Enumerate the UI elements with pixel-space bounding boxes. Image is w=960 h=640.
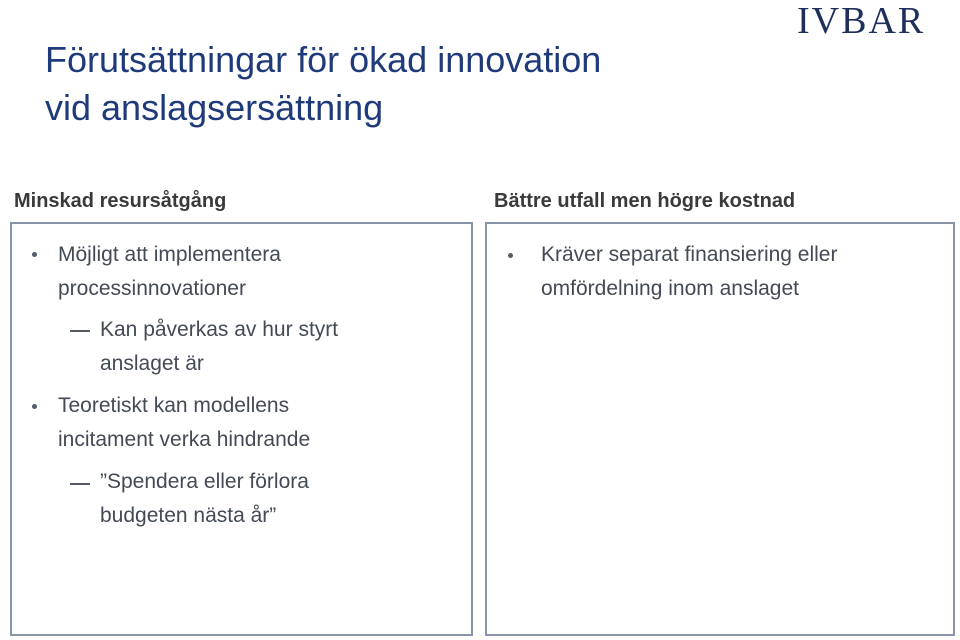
right-item-1-line-2: omfördelning inom anslaget [541, 277, 799, 300]
left-item-1 [58, 238, 281, 306]
title-line-2: vid anslagsersättning [45, 87, 384, 128]
right-item-1-line-1: Kräver separat finansiering eller [541, 243, 838, 266]
dash-icon [70, 483, 90, 485]
left-item-2-line-1: Teoretiskt kan modellens [58, 394, 290, 417]
left-column-heading: Minskad resursåtgång [14, 190, 227, 212]
right-item-1 [541, 238, 837, 306]
left-subitem-1 [100, 313, 338, 381]
bullet-icon [32, 252, 37, 257]
ivbar-logo: IVBAR [797, 0, 926, 42]
bullet-icon [32, 404, 37, 409]
right-column-heading: Bättre utfall men högre kostnad [494, 190, 796, 212]
left-item-2 [58, 389, 310, 457]
left-subitem-1-line-2: anslaget är [100, 352, 204, 375]
left-item-2-line-2: incitament verka hindrande [58, 428, 311, 451]
dash-icon [70, 330, 90, 332]
left-item-1-line-1: Möjligt att implementera [58, 243, 281, 266]
slide-title [45, 36, 601, 132]
bullet-icon [508, 253, 513, 258]
left-item-1-line-2: processinnovationer [58, 277, 246, 300]
left-subitem-2-line-2: budgeten nästa år” [100, 504, 277, 527]
left-subitem-2-line-1: ”Spendera eller förlora [100, 470, 309, 493]
title-line-1: Förutsättningar för ökad innovation [45, 39, 602, 80]
left-subitem-2 [100, 465, 309, 533]
left-subitem-1-line-1: Kan påverkas av hur styrt [100, 318, 339, 341]
